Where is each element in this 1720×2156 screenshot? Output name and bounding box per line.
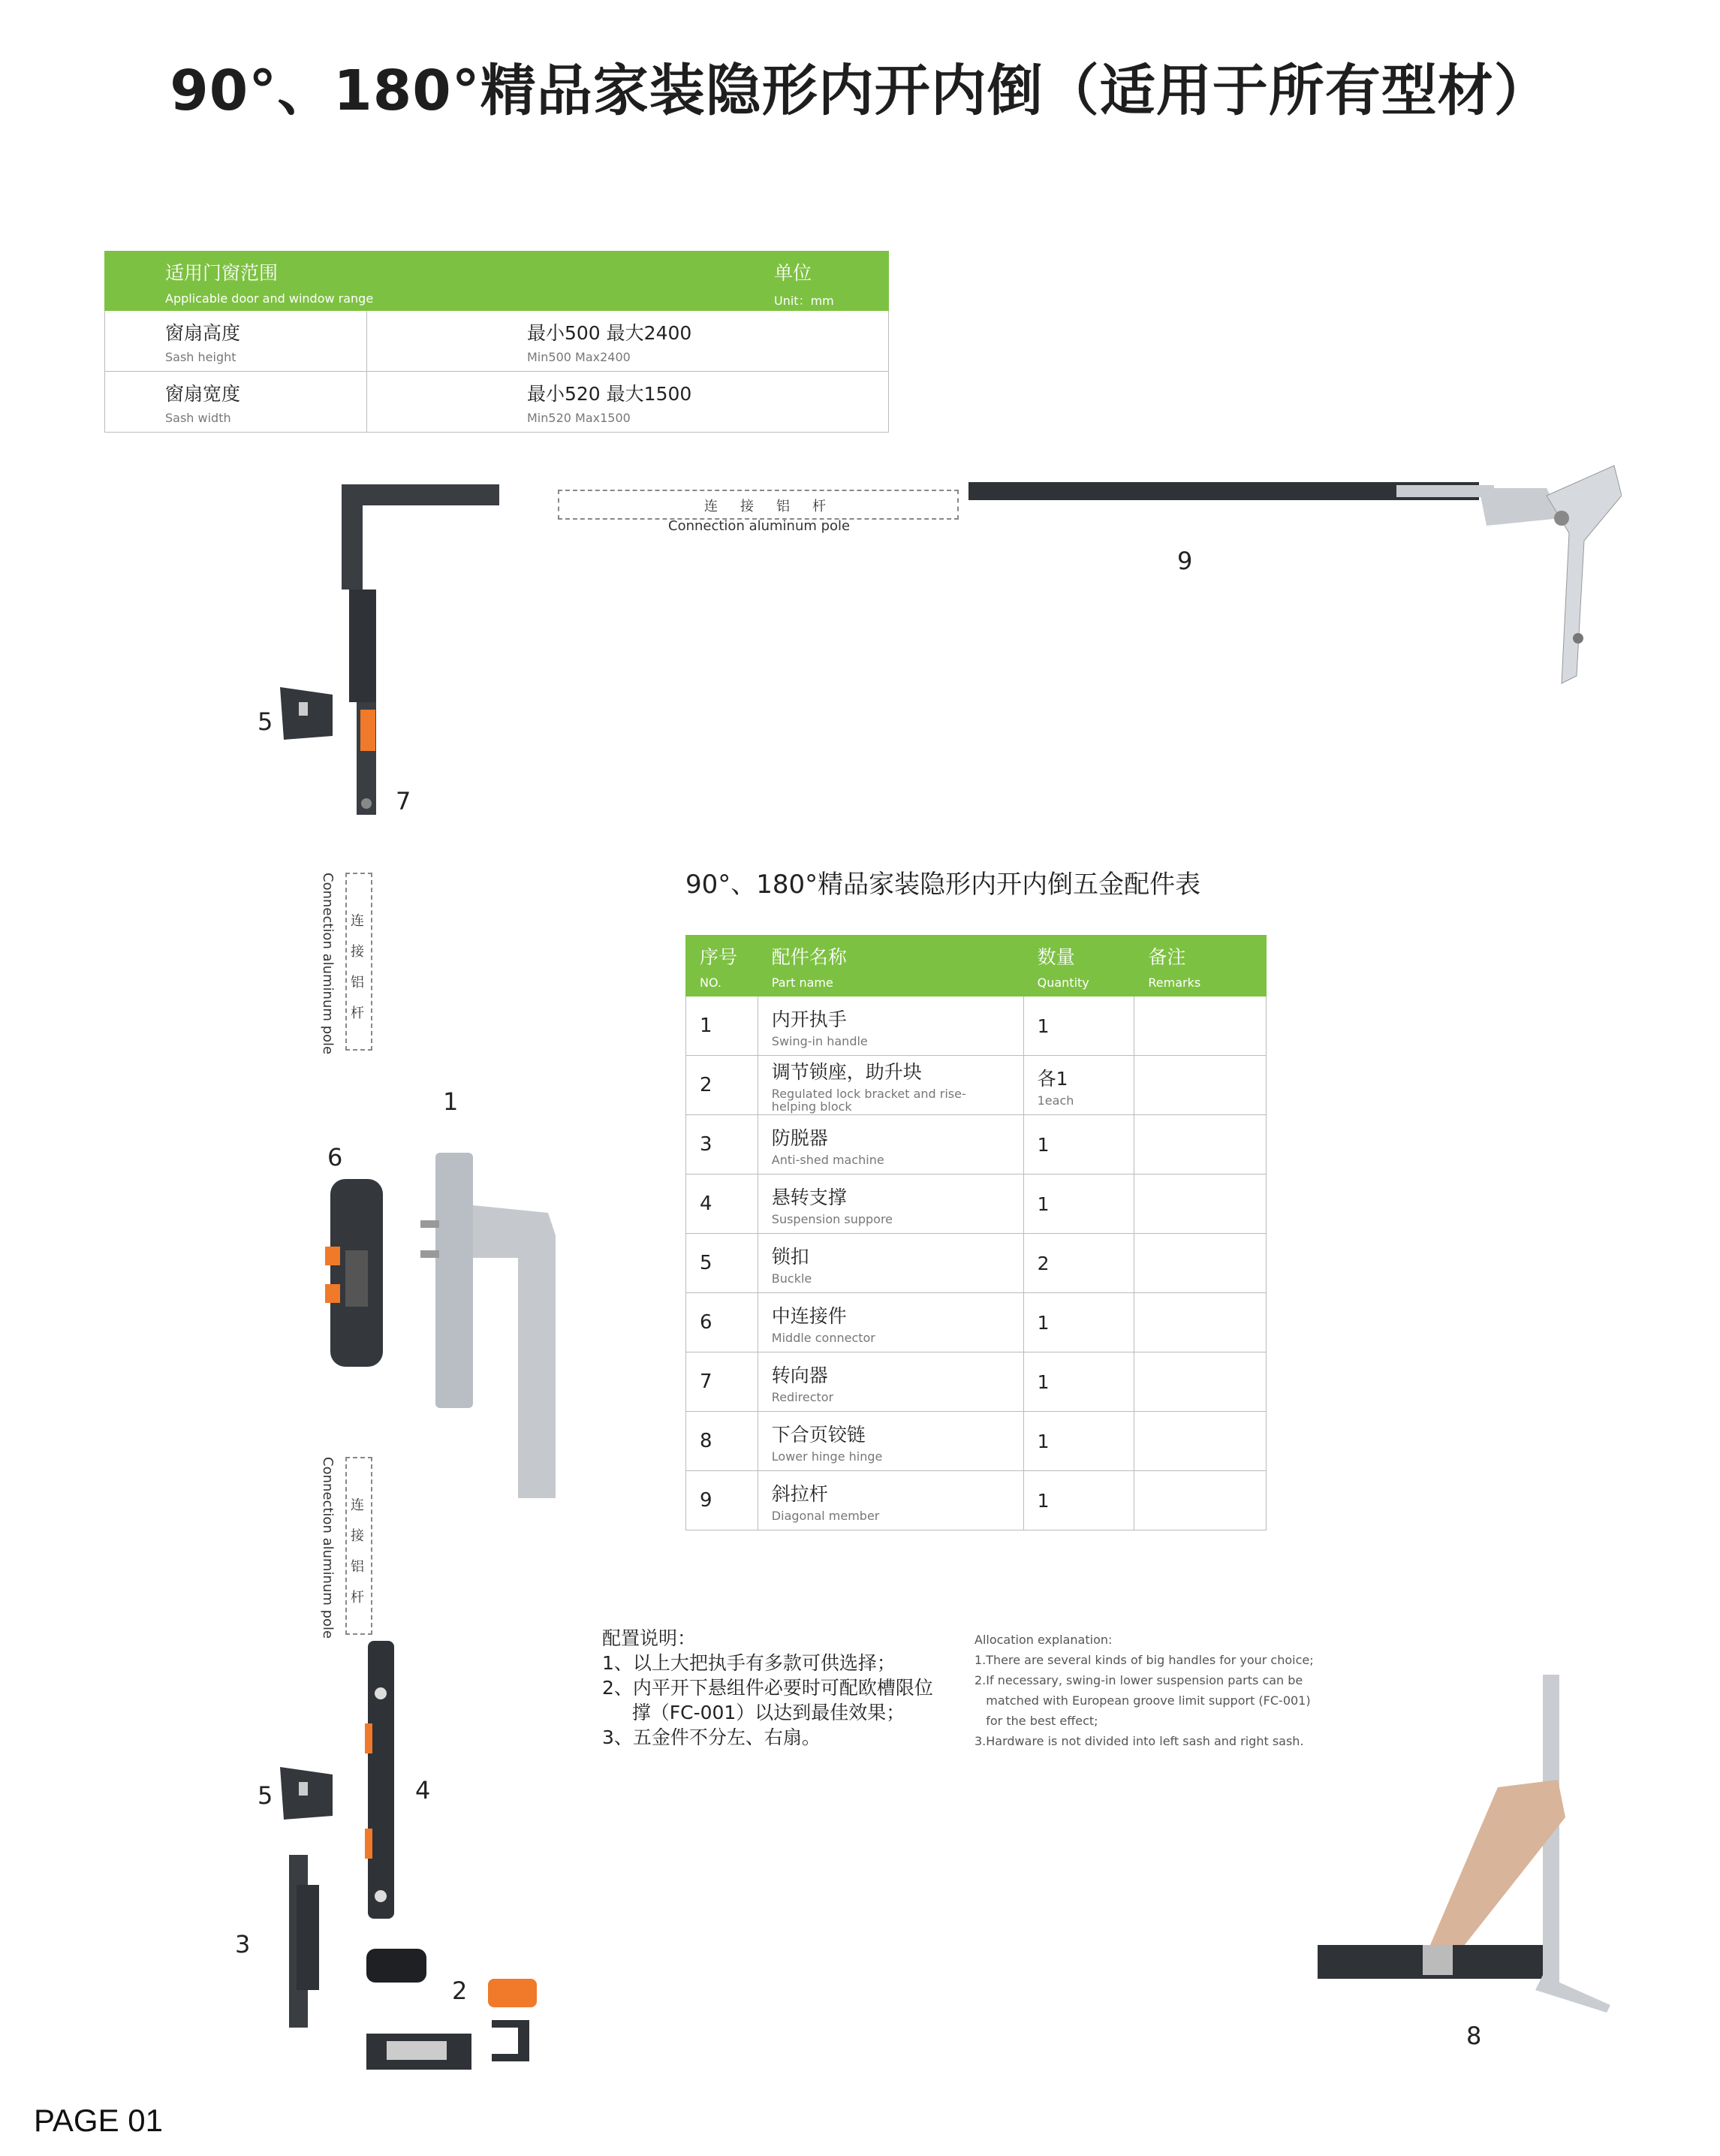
table-row [686,1352,1267,1412]
part-name-en: Lower hinge hinge [771,1449,883,1464]
range-label-en: Sash width [165,411,231,425]
range-row-height [104,311,889,372]
notes-line: for the best effect; [974,1714,1098,1728]
parts-table-title: 90°、180°精品家装隐形内开内倒五金配件表 [685,870,1201,900]
range-header-col2-zh: 单位 [774,262,812,284]
pole-char: 杆 [351,1590,364,1606]
quantity: 1 [1037,1430,1050,1452]
allocation-notes-zh [602,1626,933,1750]
part-number-label: 5 [258,1781,273,1810]
pole-char: 铝 [776,499,812,514]
suspension-support-image [360,1641,405,1919]
range-row-width [104,372,889,433]
pole-label-en: Connection aluminum pole [320,873,336,1055]
quantity: 2 [1037,1252,1050,1274]
row-no: 2 [700,1074,712,1096]
part-name-zh: 内开执手 [771,1008,847,1030]
remarks-cell [1134,1115,1267,1174]
part-name-zh: 锁扣 [771,1245,809,1268]
range-header-col1-en: Applicable door and window range [165,291,374,306]
part-name-zh: 转向器 [771,1364,828,1386]
table-row [686,1293,1267,1352]
allocation-notes-en [974,1630,1314,1751]
remarks-cell [1134,1234,1267,1293]
middle-connector-image [323,1179,390,1367]
range-label-zh: 窗扇高度 [165,322,241,344]
quantity: 1 [1037,1489,1050,1512]
header-zh: 备注 [1148,945,1186,968]
remarks-cell [1134,1056,1267,1115]
connection-pole-horizontal [558,490,959,520]
quantity: 1 [1037,1370,1050,1393]
table-row [686,1412,1267,1471]
row-no: 1 [700,1015,712,1037]
part-number-label: 4 [415,1776,431,1805]
header-zh: 数量 [1037,945,1075,968]
notes-line: 2.If necessary, swing-in lower suspension parts can be [974,1673,1303,1687]
header-en: Quantity [1037,975,1089,990]
pole-char: 接 [740,499,776,514]
part-number-label: 1 [443,1087,459,1116]
part-name-zh: 调节锁座，助升块 [771,1061,922,1083]
notes-title: 配置说明： [602,1627,697,1649]
header-en: Part name [771,975,833,990]
part-number-label: 9 [1177,547,1193,575]
part-name-zh: 下合页铰链 [771,1423,866,1446]
part-number-label: 2 [452,1977,468,2005]
part-number-label: 8 [1466,2022,1482,2050]
header-zh: 配件名称 [771,945,847,968]
part-number-label: 7 [396,787,411,816]
diagonal-member-image [961,451,1622,706]
pole-char: 杆 [812,499,848,514]
part-number-label: 5 [258,707,273,736]
header-quantity [1023,936,1134,997]
part-name-en: Middle connector [771,1330,875,1345]
header-no [686,936,758,997]
part-name-en: Diagonal member [771,1508,880,1523]
range-value-en: Min500 Max2400 [527,350,631,364]
notes-line: 1、以上大把执手有多款可供选择； [602,1652,896,1674]
part-name-zh: 防脱器 [771,1126,828,1149]
quantity: 1 [1037,1311,1050,1334]
quantity: 1 [1037,1133,1050,1156]
range-table [104,251,889,433]
redirector-image [334,484,514,822]
part-number-label: 6 [327,1143,343,1171]
row-no: 6 [700,1311,712,1334]
row-no: 4 [700,1193,712,1215]
part-name-en: Regulated lock bracket and rise-helping block [771,1087,966,1114]
remarks-cell [1134,1471,1267,1530]
notes-line: 撑（FC-001）以达到最佳效果； [602,1702,905,1723]
connection-pole-vertical [345,1457,372,1635]
range-table-header [104,251,889,311]
header-remarks [1134,936,1267,997]
part-name-en: Anti-shed machine [771,1152,884,1167]
row-no: 3 [700,1133,712,1156]
remarks-cell [1134,1174,1267,1234]
header-zh: 序号 [700,945,738,968]
range-header-col1-zh: 适用门窗范围 [165,262,279,284]
table-row [686,1056,1267,1115]
row-no: 7 [700,1370,712,1393]
pole-chars [351,1490,364,1613]
remarks-cell [1134,1412,1267,1471]
lower-hinge-image [1318,1675,1618,2013]
table-row [686,1234,1267,1293]
pole-chars [704,496,848,515]
pole-label-en: Connection aluminum pole [320,1457,336,1639]
part-name-en: Swing-in handle [771,1033,868,1048]
row-no: 5 [700,1252,712,1274]
notes-line: 2、内平开下悬组件必要时可配欧槽限位 [602,1677,933,1699]
range-value-zh: 最小520 最大1500 [527,383,692,405]
quantity: 1 [1037,1015,1050,1037]
part-name-zh: 中连接件 [771,1304,847,1327]
range-header-col2-en: Unit：mm [774,294,834,308]
connection-pole-vertical [345,873,372,1051]
notes-title: Allocation explanation: [974,1633,1113,1647]
header-en: Remarks [1148,975,1201,990]
notes-line: matched with European groove limit support (FC-001) [974,1693,1311,1708]
table-row [686,1174,1267,1234]
parts-table-header [686,936,1267,997]
page-number: PAGE 01 [34,2103,163,2138]
quantity: 各1 [1037,1067,1068,1090]
remarks-cell [1134,1352,1267,1412]
pole-char: 连 [351,913,364,929]
quantity-en: 1each [1037,1093,1074,1108]
part-name-en: Suspension suppore [771,1211,893,1226]
pole-label-en: Connection aluminum pole [668,518,851,534]
range-label-en: Sash height [165,350,236,364]
part-name-en: Buckle [771,1271,812,1286]
pole-char: 连 [351,1497,364,1513]
row-no: 8 [700,1430,712,1452]
pole-char: 铝 [351,975,364,991]
part-name-zh: 悬转支撑 [771,1186,847,1208]
pole-char: 连 [704,499,740,514]
row-no: 9 [700,1489,712,1512]
anti-shed-image [282,1855,327,2028]
notes-line: 1.There are several kinds of big handles for your choice; [974,1653,1314,1667]
part-number-label: 3 [235,1930,251,1958]
header-en: NO. [700,975,721,990]
table-row [686,1471,1267,1530]
page-title: 90°、180°精品家装隐形内开内倒（适用于所有型材） [170,59,1550,123]
part-name-zh: 斜拉杆 [771,1482,828,1505]
pole-chars [351,906,364,1029]
part-name-en: Redirector [771,1389,834,1404]
notes-line: 3、五金件不分左、右扇。 [602,1726,821,1748]
pole-char: 铝 [351,1559,364,1575]
range-label-zh: 窗扇宽度 [165,383,241,405]
handle-image [413,1153,563,1498]
notes-line: 3.Hardware is not divided into left sash and right sash. [974,1734,1304,1748]
quantity: 1 [1037,1193,1050,1215]
pole-char: 接 [351,1528,364,1544]
remarks-cell [1134,997,1267,1056]
parts-table [685,935,1267,1530]
range-value-zh: 最小500 最大2400 [527,322,692,344]
pole-char: 杆 [351,1006,364,1021]
buckle-image [276,683,336,743]
buckle-image [276,1763,336,1823]
range-value-en: Min520 Max1500 [527,411,631,425]
remarks-cell [1134,1293,1267,1352]
table-row [686,997,1267,1056]
table-row [686,1115,1267,1174]
pole-char: 接 [351,944,364,960]
header-part-name [758,936,1023,997]
lock-bracket-image [364,1945,544,2073]
